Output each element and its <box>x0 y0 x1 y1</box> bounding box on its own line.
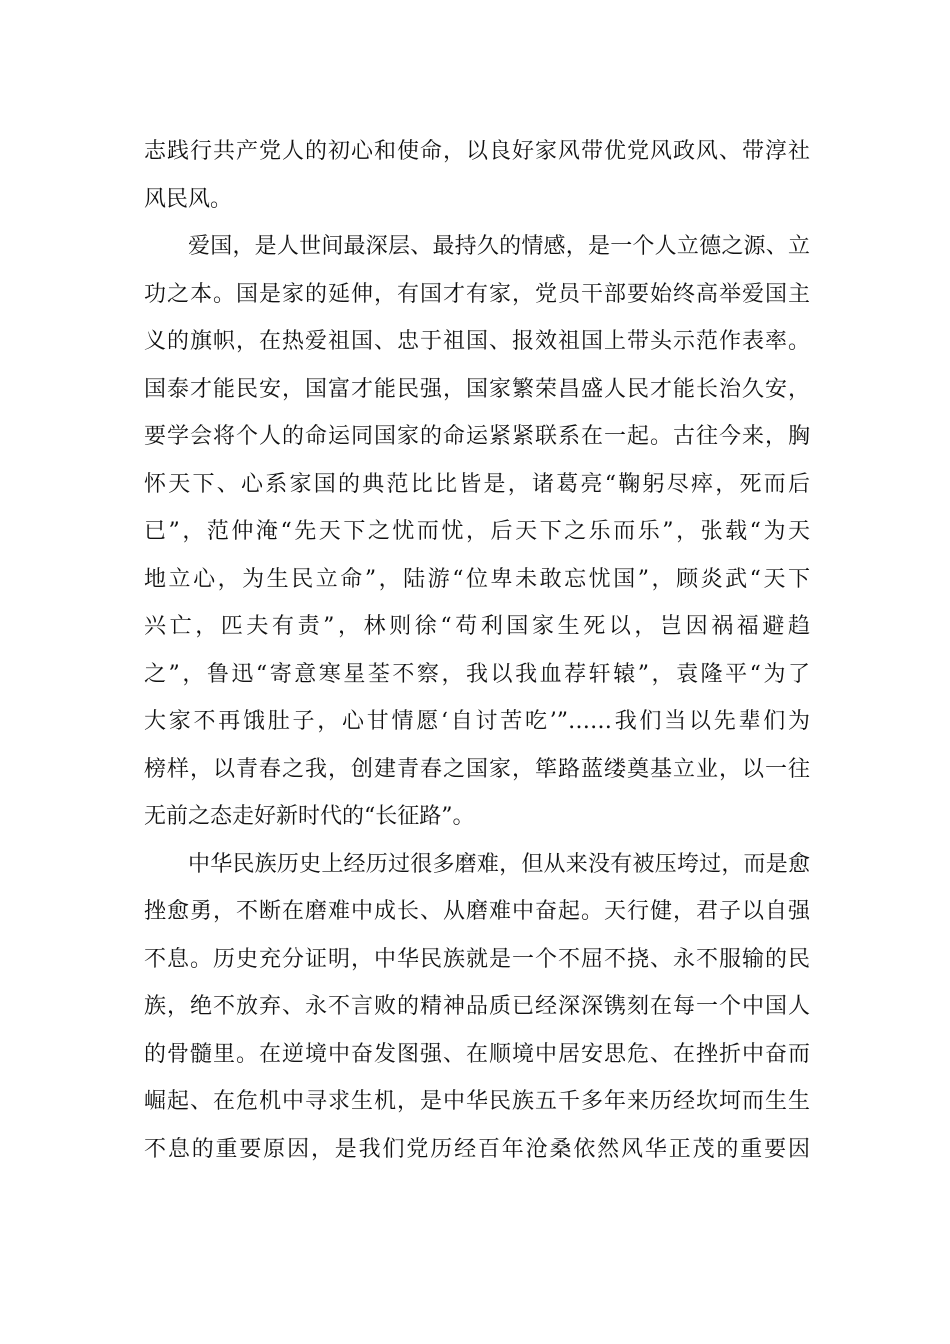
text-line: 志践行共产党人的初心和使命，以良好家风带优党风政风、带淳社 <box>144 139 810 164</box>
text-line: 族，绝不放弃、永不言败的精神品质已经深深镌刻在每一个中国人 <box>144 994 810 1019</box>
text-line: 要学会将个人的命运同国家的命运紧紧联系在一起。古往今来，胸 <box>144 424 810 449</box>
text-line: 义的旗帜，在热爱祖国、忠于祖国、报效祖国上带头示范作表率。 <box>144 329 810 354</box>
text-line: 之”，鲁迅“寄意寒星荃不察，我以我血荐轩辕”，袁隆平“为了 <box>144 661 810 687</box>
text-line: 怀天下、心系家国的典范比比皆是，诸葛亮“鞠躬尽瘁，死而后 <box>144 471 810 497</box>
text-line: 的骨髓里。在逆境中奋发图强、在顺境中居安思危、在挫折中奋而 <box>144 1041 810 1067</box>
text-line: 风民风。 <box>144 186 233 212</box>
text-line: 挫愈勇，不断在磨难中成长、从磨难中奋起。天行健，君子以自强 <box>144 899 810 924</box>
text-line: 榜样，以青春之我，创建青春之国家，筚路蓝缕奠基立业，以一往 <box>144 756 810 782</box>
text-line: 不息的重要原因，是我们党历经百年沧桑依然风华正茂的重要因 <box>144 1136 810 1162</box>
text-line: 已”，范仲淹“先天下之忧而忧，后天下之乐而乐”，张载“为天 <box>144 519 810 544</box>
text-line: 大家不再饿肚子，心甘情愿‘自讨苦吃’”……我们当以先辈们为 <box>144 709 810 734</box>
text-line: 兴亡，匹夫有责”，林则徐“苟利国家生死以，岂因祸福避趋 <box>144 614 810 639</box>
text-line: 无前之态走好新时代的“长征路”。 <box>144 804 475 829</box>
text-line: 爱国，是人世间最深层、最持久的情感，是一个人立德之源、立 <box>188 234 810 259</box>
text-line: 不息。历史充分证明，中华民族就是一个不屈不挠、永不服输的民 <box>144 946 810 972</box>
text-line: 国泰才能民安，国富才能民强，国家繁荣昌盛人民才能长治久安， <box>144 376 810 402</box>
text-line: 功之本。国是家的延伸，有国才有家，党员干部要始终高举爱国主 <box>144 281 810 307</box>
text-line: 崛起、在危机中寻求生机，是中华民族五千多年来历经坎坷而生生 <box>144 1089 810 1114</box>
document-page <box>144 128 810 1173</box>
text-line: 地立心，为生民立命”，陆游“位卑未敢忘忧国”，顾炎武“天下 <box>144 566 810 592</box>
text-line: 中华民族历史上经历过很多磨难，但从来没有被压垮过，而是愈 <box>188 851 810 877</box>
